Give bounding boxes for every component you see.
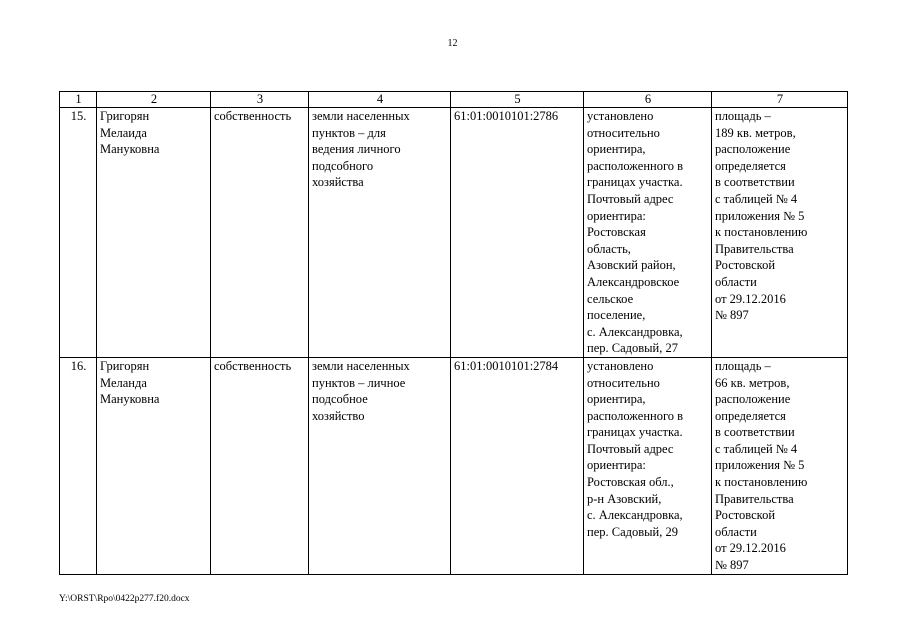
row-number: 16. — [60, 357, 97, 574]
cell-line: области — [715, 274, 757, 289]
cell-line: ведения личного — [312, 142, 401, 157]
cell-line: к постановлению — [715, 225, 808, 240]
cell-line: Ростовская — [587, 225, 646, 240]
header-cell: 6 — [584, 92, 712, 108]
cell-line: Мелаида — [100, 125, 147, 140]
cell-line: Правительства — [715, 241, 794, 256]
cell-line: Правительства — [715, 491, 794, 506]
cell-line: расположение — [715, 392, 791, 407]
land-plots-table — [59, 91, 848, 575]
cell-line: Александровское — [587, 274, 680, 289]
cadastral-number: 61:01:0010101:2784 — [451, 357, 584, 574]
cell-line: с. Александровка, — [587, 324, 683, 339]
cell-line: ориентира: — [587, 458, 646, 473]
cell-line: расположение — [715, 142, 791, 157]
plot-area — [712, 108, 848, 358]
cell-line: с таблицей № 4 — [715, 191, 798, 206]
cell-line: расположенного в — [587, 408, 684, 423]
cell-line: земли населенных — [312, 358, 410, 373]
header-cell: 2 — [97, 92, 211, 108]
plot-area — [712, 357, 848, 574]
cell-line: к постановлению — [715, 475, 808, 490]
cell-line: Меланда — [100, 375, 147, 390]
cell-line: площадь – — [715, 358, 771, 373]
plot-location — [584, 108, 712, 358]
cell-line: расположенного в — [587, 158, 684, 173]
cell-line: приложения № 5 — [715, 458, 805, 473]
page-number: 12 — [447, 38, 458, 49]
cell-line: Григорян — [100, 109, 150, 123]
cell-line: подсобного — [312, 158, 374, 173]
cell-line: Азовский район, — [587, 258, 676, 273]
cell-line: Мануковна — [100, 142, 160, 157]
cell-line: поселение, — [587, 308, 646, 323]
cell-line: Почтовый адрес — [587, 191, 674, 206]
file-path-footer: Y:\ORST\Rpo\0422p277.f20.docx — [59, 594, 190, 604]
table-row — [60, 108, 848, 358]
cell-line: от 29.12.2016 — [715, 541, 786, 556]
table-row — [60, 357, 848, 574]
cell-line: от 29.12.2016 — [715, 291, 786, 306]
cell-line: в соответствии — [715, 425, 795, 440]
cell-line: хозяйства — [312, 175, 364, 190]
cell-line: границах участка. — [587, 175, 683, 190]
header-cell: 4 — [309, 92, 451, 108]
land-category — [309, 357, 451, 574]
cell-line: приложения № 5 — [715, 208, 805, 223]
cell-line: ориентира: — [587, 208, 646, 223]
header-cell: 5 — [451, 92, 584, 108]
cell-line: хозяйство — [312, 408, 365, 423]
table-header-row — [60, 92, 848, 108]
header-cell: 3 — [211, 92, 309, 108]
cell-line: р-н Азовский, — [587, 491, 662, 506]
row-number: 15. — [60, 108, 97, 358]
cadastral-number: 61:01:0010101:2786 — [451, 108, 584, 358]
cell-line: определяется — [715, 408, 786, 423]
cell-line: пер. Садовый, 27 — [587, 341, 678, 356]
header-cell: 7 — [712, 92, 848, 108]
cell-line: ориентира, — [587, 142, 646, 157]
cell-line: сельское — [587, 291, 634, 306]
cell-line: земли населенных — [312, 109, 410, 123]
cell-line: Почтовый адрес — [587, 441, 674, 456]
cell-line: области — [715, 524, 757, 539]
cell-line: Ростовской — [715, 508, 776, 523]
ownership-right: собственность — [211, 108, 309, 358]
cell-line: с таблицей № 4 — [715, 441, 798, 456]
cell-line: определяется — [715, 158, 786, 173]
header-cell: 1 — [60, 92, 97, 108]
owner-name — [97, 357, 211, 574]
plot-location — [584, 357, 712, 574]
cell-line: границах участка. — [587, 425, 683, 440]
cell-line: относительно — [587, 125, 660, 140]
land-category — [309, 108, 451, 358]
cell-line: пунктов – для — [312, 125, 386, 140]
cell-line: установлено — [587, 109, 654, 123]
cell-line: относительно — [587, 375, 660, 390]
cell-line: пунктов – личное — [312, 375, 406, 390]
cell-line: Григорян — [100, 358, 150, 373]
cell-line: № 897 — [715, 308, 749, 323]
cell-line: площадь – — [715, 109, 771, 123]
cell-line: Ростовская обл., — [587, 475, 674, 490]
cell-line: ориентира, — [587, 392, 646, 407]
cell-line: № 897 — [715, 558, 749, 573]
cell-line: установлено — [587, 358, 654, 373]
cell-line: 66 кв. метров, — [715, 375, 790, 390]
cell-line: с. Александровка, — [587, 508, 683, 523]
cell-line: 189 кв. метров, — [715, 125, 796, 140]
cell-line: пер. Садовый, 29 — [587, 524, 678, 539]
cell-line: Мануковна — [100, 392, 160, 407]
cell-line: Ростовской — [715, 258, 776, 273]
ownership-right: собственность — [211, 357, 309, 574]
cell-line: подсобное — [312, 392, 368, 407]
cell-line: в соответствии — [715, 175, 795, 190]
cell-line: область, — [587, 241, 631, 256]
owner-name — [97, 108, 211, 358]
